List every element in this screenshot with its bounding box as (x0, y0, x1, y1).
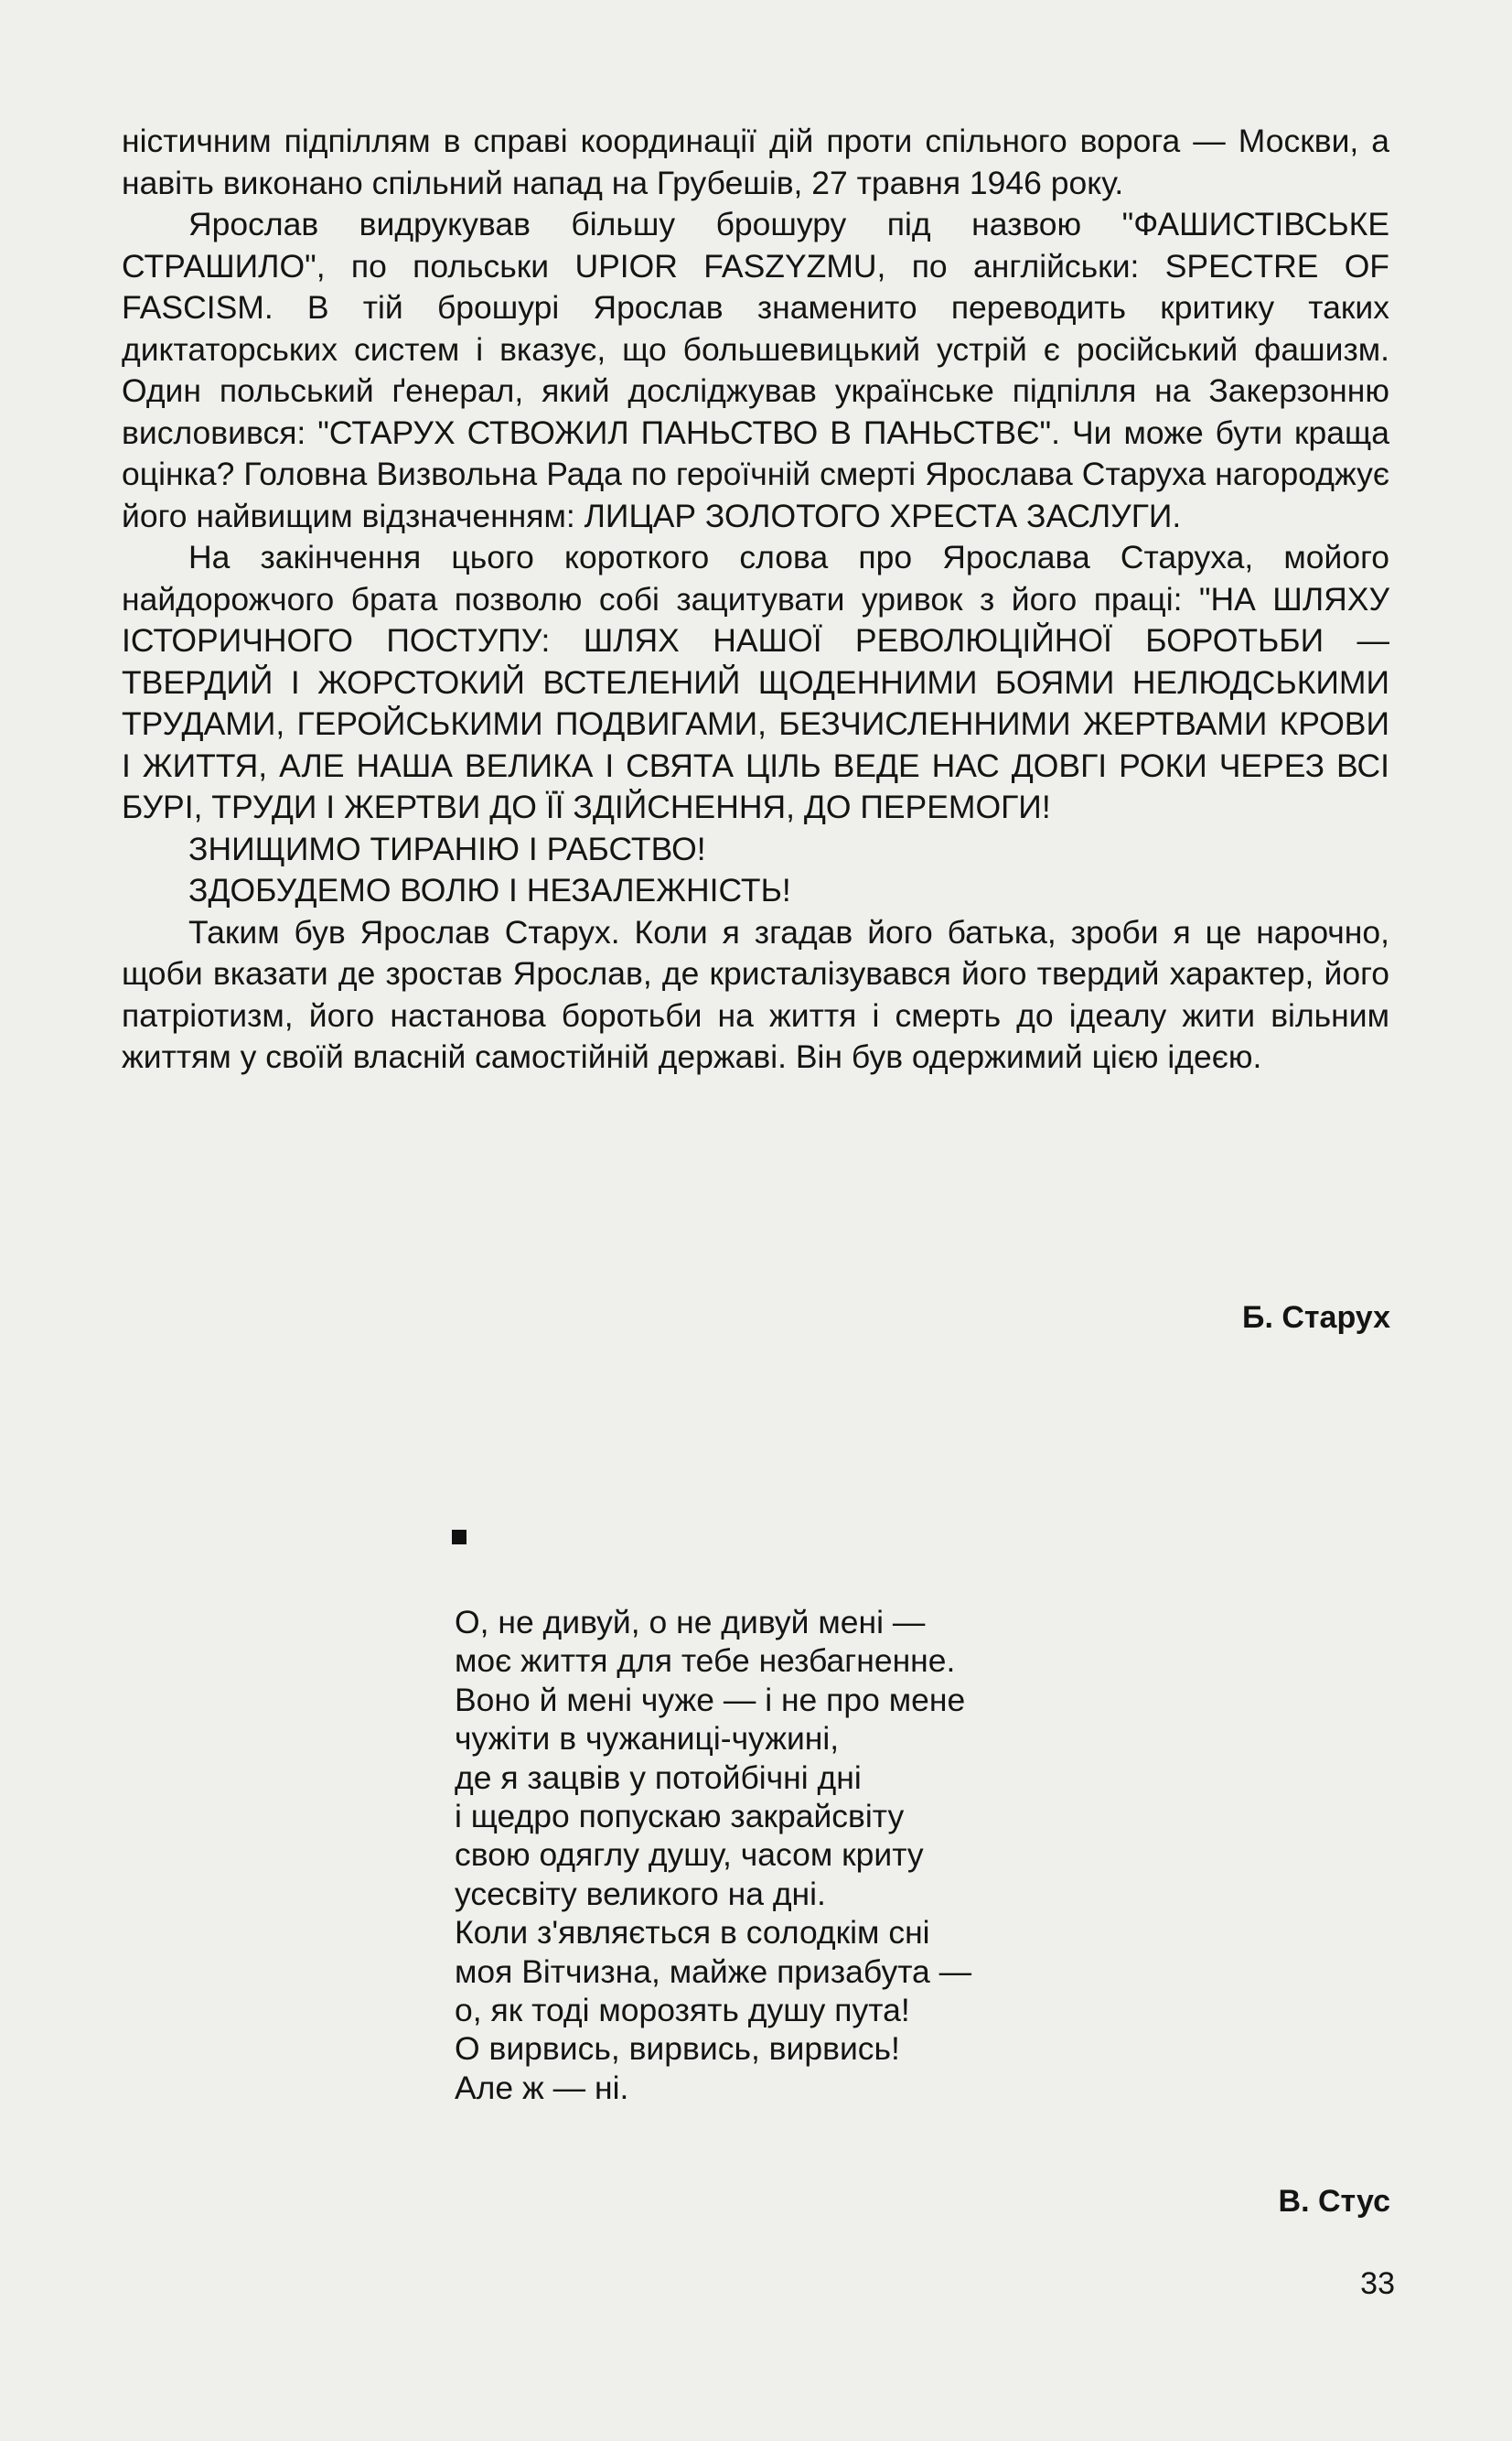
poem-line: О вирвись, вирвись, вирвись! (455, 2030, 900, 2068)
poem-line: о, як тоді морозять душу пута! (455, 1992, 910, 2029)
article-body (122, 121, 1389, 1079)
poem-line: чужіти в чужаниці-чужині, (455, 1720, 840, 1758)
page-number: 33 (1360, 2266, 1395, 2301)
poem-line: і щедро попускаю закрайсвіту (455, 1798, 905, 1835)
poem-line: О, не дивуй, о не дивуй мені — (455, 1604, 926, 1640)
slogan-tyranny: ЗНИЩИМО ТИРАНІЮ І РАБСТВО! (188, 830, 706, 867)
poem-line: де я зацвів у потойбічні дні (455, 1758, 862, 1796)
paragraph-quote: На закінчення цього короткого слова про Ярослава Старуха, мойого найдорожчого брата позволю собі зацитувати уривок з його праці: "НА ШЛЯХУ ІСТОРИЧНОГО ПОСТУПУ: ШЛЯХ НАШОЇ РЕВОЛЮЦІЙНОЇ БОРОТЬБИ — ТВЕРДИЙ І ЖОРСТОКИЙ ВСТЕЛЕНИЙ ЩОДЕННИМИ БОЯМИ НЕЛЮДСЬКИМИ ТРУДАМИ, ГЕРОЙСЬКИМИ ПОДВИГАМИ, БЕЗЧИСЛЕННИМИ ЖЕРТВАМИ КРОВИ І ЖИТТЯ, АЛЕ НАША ВЕЛИКА І СВЯТА ЦІЛЬ ВЕДЕ НАС ДОВГІ РОКИ ЧЕРЕЗ ВСІ БУРІ, ТРУДИ І ЖЕРТВИ ДО ЇЇ ЗДІЙСНЕННЯ, ДО ПЕРЕМОГИ! (122, 539, 1389, 825)
poem-line: Але ж — ні. (455, 2069, 629, 2106)
paragraph-continuation: ністичним підпіллям в справі координації дій проти спільного ворога — Москви, а навіть виконано спільний напад на Грубешів, 27 травня 1946 року. (122, 123, 1389, 201)
poem-line: моє життя для тебе незбагненне. (455, 1642, 956, 1680)
slogan-freedom: ЗДОБУДЕМО ВОЛЮ І НЕЗАЛЕЖНІСТЬ! (188, 872, 791, 909)
poem-line: Воно й мені чуже — і не про мене (455, 1681, 966, 1718)
poem (455, 1603, 1150, 2107)
poem-line: усесвіту великого на дні. (455, 1875, 826, 1912)
article-signature: Б. Старух (1242, 1300, 1390, 1335)
poem-line: моя Вітчизна, майже призабута — (455, 1952, 972, 1990)
poem-line: свою одяглу душу, часом криту (455, 1836, 924, 1874)
poem-line: Коли з'являється в солодкім сні (455, 1914, 930, 1952)
section-bullet-marker (452, 1530, 466, 1544)
poem-signature: В. Стус (1278, 2184, 1390, 2219)
paragraph-conclusion: Таким був Ярослав Старух. Коли я згадав його батька, зроби я це нарочно, щоби вказати де зростав Ярослав, де кристалізувався його твердий характер, його патріотизм, його настанова боротьби на життя і смерть до ідеалу жити вільним життям у своїй власній самостійній державі. Він був одержимий цією ідеєю. (122, 913, 1389, 1075)
paragraph-brochure: Ярослав видрукував більшу брошуру під назвою "ФАШИСТІВСЬКЕ СТРАШИЛО", по польськи UPIOR FASZYZMU, по англійськи: SPECTRE OF FASCISM. В тій брошурі Ярослав знаменито переводить критику таких диктаторських систем і вказує, що большевицький устрій є російський фашизм. Один польський ґенерал, який досліджував українське підпілля на Закерзонню висловився: "СТАРУХ СТВОЖИЛ ПАНЬСТВО В ПАНЬСТВЄ". Чи може бути краща оцінка? Головна Визвольна Рада по героїчній смерті Ярослава Старуха нагороджує його найвищим відзначенням: ЛИЦАР ЗОЛОТОГО ХРЕСТА ЗАСЛУГИ. (122, 206, 1389, 534)
